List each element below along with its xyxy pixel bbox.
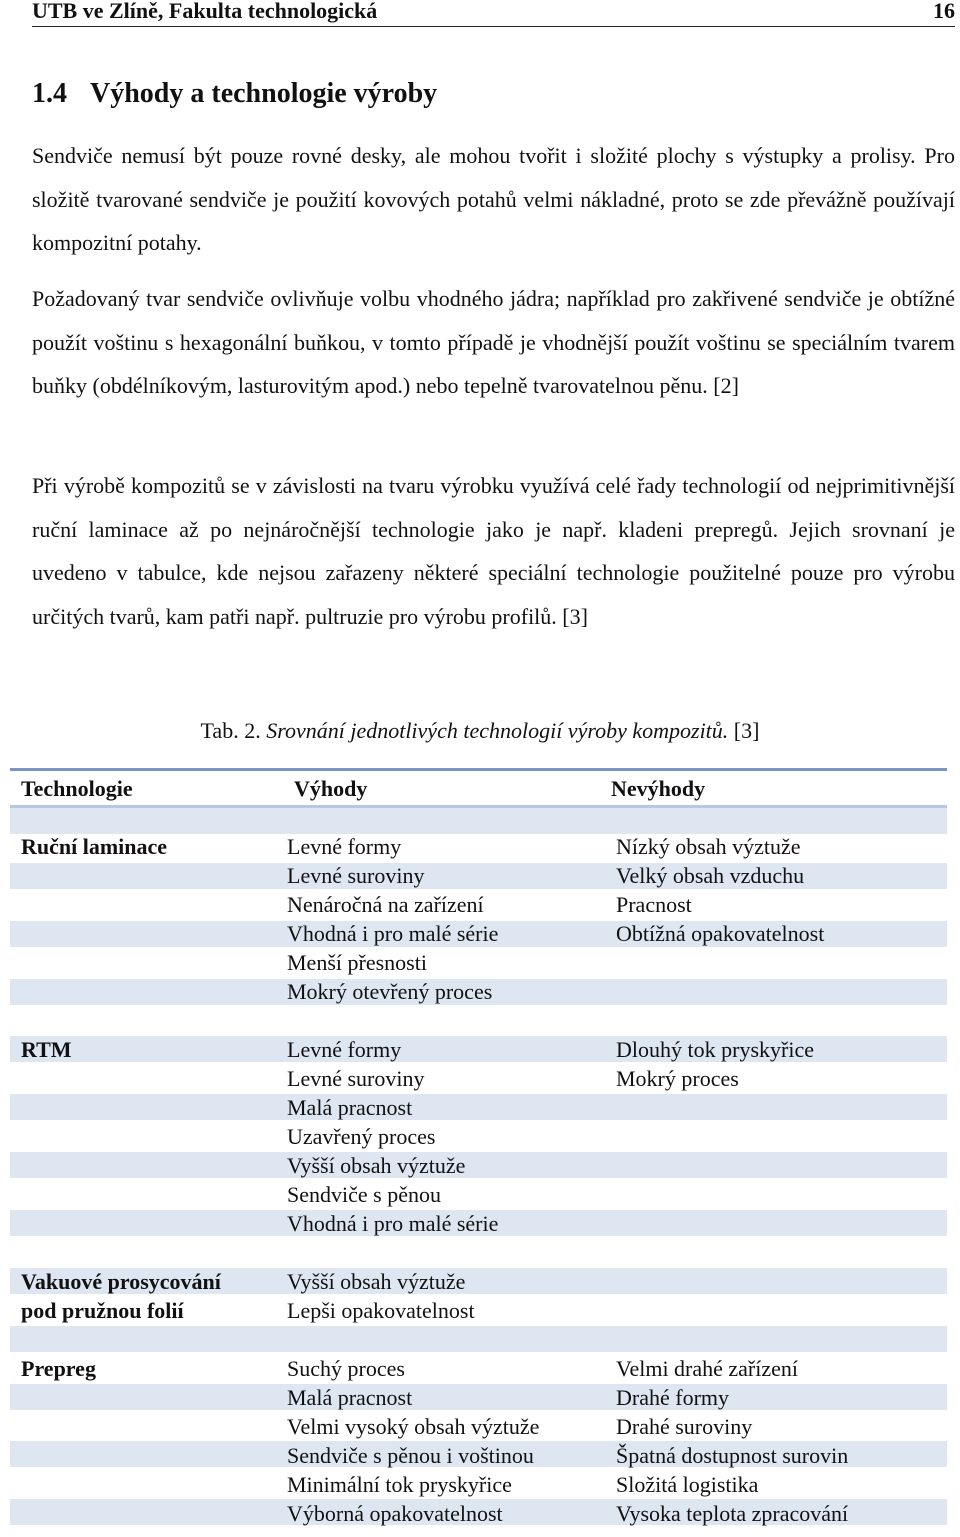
disadvantage-cell: Pracnost <box>616 892 692 917</box>
technology-cell: Ruční laminace <box>21 834 168 859</box>
disadvantage-cell: Velmi drahé zařízení <box>616 1356 799 1381</box>
advantage-cell: Výborná opakovatelnost <box>287 1501 503 1526</box>
advantage-cell: Vhodná i pro malé série <box>287 1211 499 1236</box>
row-shading-band <box>10 863 947 889</box>
technology-cell: Vakuové prosycování <box>21 1269 221 1294</box>
table-header-row <box>10 768 947 808</box>
row-shading-band <box>10 1094 947 1120</box>
disadvantage-cell: Dlouhý tok pryskyřice <box>616 1037 814 1062</box>
disadvantage-cell: Obtížná opakovatelnost <box>616 921 825 946</box>
row-shading-band <box>10 1326 947 1352</box>
advantage-cell: Nenáročná na zařízení <box>287 892 484 917</box>
disadvantage-cell: Mokrý proces <box>616 1066 739 1091</box>
disadvantage-cell: Složitá logistika <box>616 1472 759 1497</box>
paragraph-3: Při výrobě kompozitů se v závislosti na tvaru výrobku využívá celé řady technologií od nejprimitivnější ruční laminace až po nejnáročnější technologie jako je např. kladeni prepregů. Jejich srovnaní je uvedeno v tabulce, kde nejsou zařazeny některé speciální technologie použitelné pouze pro výrobu určitých tvarů, kam patři např. pultruzie pro výrobu profilů. [3] <box>32 473 955 629</box>
advantage-cell: Vhodná i pro malé série <box>287 921 499 946</box>
section-number: 1.4 <box>32 78 67 109</box>
advantage-cell: Sendviče s pěnou i voštinou <box>287 1443 534 1468</box>
caption-title: Srovnání jednotlivých technologií výroby kompozitů. <box>266 718 729 743</box>
caption-label: Tab. 2. <box>200 718 261 743</box>
row-shading-band <box>10 1152 947 1178</box>
advantage-cell: Uzavřený proces <box>287 1124 436 1149</box>
column-header-technology: Technologie <box>21 776 133 801</box>
table-caption <box>0 718 960 744</box>
advantage-cell: Minimální tok pryskyřice <box>287 1472 512 1497</box>
paragraph-1: Sendviče nemusí být pouze rovné desky, ale mohou tvořit i složité plochy s výstupky a prolisy. Pro složitě tvarované sendviče je použití kovových potahů velmi nákladné, proto se zde převážně používají kompozitní potahy. <box>32 143 955 255</box>
header-institution: UTB ve Zlíně, Fakulta technologická <box>32 0 378 23</box>
disadvantage-cell: Drahé suroviny <box>616 1414 753 1439</box>
advantage-cell: Vyšší obsah výztuže <box>287 1153 466 1178</box>
disadvantage-cell: Drahé formy <box>616 1385 730 1410</box>
advantage-cell: Vyšší obsah výztuže <box>287 1269 466 1294</box>
paragraph-2: Požadovaný tvar sendviče ovlivňuje volbu vhodného jádra; například pro zakřivené sendviče je obtížné použít voštinu s hexagonální buňkou, v tomto případě je vhodnější použít voštinu se speciálním tvarem buňky (obdélníkovým, lasturovitým apod.) nebo tepelně tvarovatelnou pěnu. [2] <box>32 286 955 398</box>
section-title: Výhody a technologie výroby <box>90 78 438 109</box>
advantage-cell: Suchý proces <box>287 1356 405 1381</box>
disadvantage-cell: Velký obsah vzduchu <box>616 863 805 888</box>
advantage-cell: Velmi vysoký obsah výztuže <box>287 1414 540 1439</box>
row-shading-band <box>10 808 947 834</box>
disadvantage-cell: Vysoka teplota zpracování <box>616 1501 849 1526</box>
technology-cell: pod pružnou folií <box>21 1298 184 1323</box>
section-heading <box>32 78 437 110</box>
advantage-cell: Levné suroviny <box>287 863 425 888</box>
advantage-cell: Sendviče s pěnou <box>287 1182 441 1207</box>
disadvantage-cell: Nízký obsah výztuže <box>616 834 801 859</box>
advantage-cell: Malá pracnost <box>287 1095 413 1120</box>
advantage-cell: Levné suroviny <box>287 1066 425 1091</box>
advantage-cell: Lepši opakovatelnost <box>287 1298 475 1323</box>
row-shading-band <box>10 1384 947 1410</box>
advantage-cell: Menší přesnosti <box>287 950 427 975</box>
advantage-cell: Mokrý otevřený proces <box>287 979 493 1004</box>
column-header-disadvantages: Nevýhody <box>611 776 706 801</box>
advantage-cell: Malá pracnost <box>287 1385 413 1410</box>
technology-cell: RTM <box>21 1037 72 1062</box>
header-page-number: 16 <box>933 0 955 23</box>
disadvantage-cell: Špatná dostupnost surovin <box>616 1443 849 1468</box>
running-header <box>32 0 955 27</box>
caption-reference: [3] <box>733 718 760 743</box>
column-header-advantages: Výhody <box>294 776 368 801</box>
technology-cell: Prepreg <box>21 1356 96 1381</box>
advantage-cell: Levné formy <box>287 1037 402 1062</box>
advantage-cell: Levné formy <box>287 834 402 859</box>
